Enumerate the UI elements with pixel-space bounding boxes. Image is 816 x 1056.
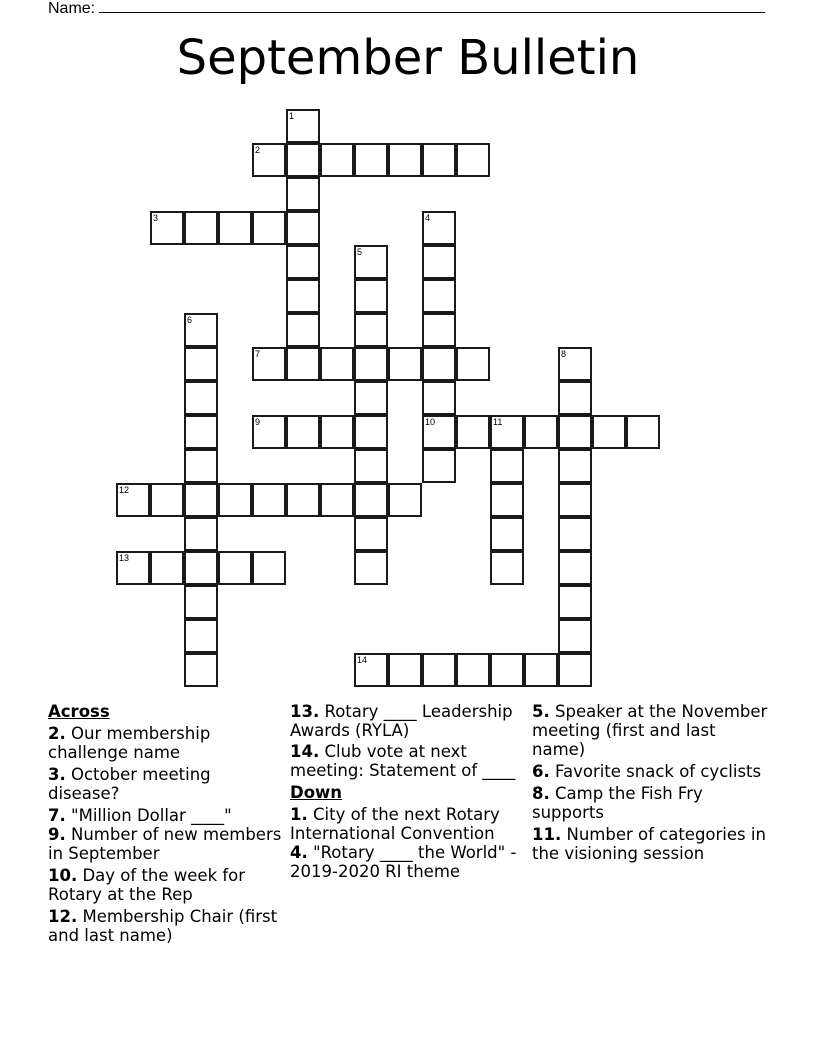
grid-cell[interactable] [354, 415, 388, 449]
grid-cell[interactable] [456, 415, 490, 449]
grid-cell[interactable] [320, 143, 354, 177]
grid-cell[interactable] [422, 449, 456, 483]
clue-across-3: 3. October meeting disease? [48, 765, 211, 803]
clue-number: 7 [255, 349, 261, 359]
grid-cell[interactable] [184, 551, 218, 585]
clues-column-2 [290, 702, 526, 884]
grid-cell[interactable] [558, 449, 592, 483]
clue-across-9: 9. Number of new members in September [48, 825, 282, 863]
clue-down-4: 4. "Rotary ____ the World" - 2019-2020 RI theme [290, 843, 517, 881]
grid-cell[interactable] [184, 585, 218, 619]
grid-cell[interactable] [422, 653, 456, 687]
grid-cell[interactable] [184, 619, 218, 653]
grid-cell[interactable] [490, 517, 524, 551]
clue-down-5: 5. Speaker at the November meeting (first and last name) [532, 702, 768, 759]
grid-cell[interactable] [354, 653, 388, 687]
clue-across-12: 12. Membership Chair (first and last name) [48, 907, 278, 945]
grid-cell[interactable] [286, 245, 320, 279]
clue-down-6: 6. Favorite snack of cyclists [532, 762, 762, 781]
grid-cell[interactable] [252, 347, 286, 381]
grid-cell[interactable] [490, 483, 524, 517]
grid-cell[interactable] [422, 415, 456, 449]
clue-number: 6 [187, 315, 193, 325]
down-heading: Down [290, 783, 343, 802]
grid-cell[interactable] [422, 381, 456, 415]
grid-cell[interactable] [490, 449, 524, 483]
grid-cell[interactable] [626, 415, 660, 449]
grid-cell[interactable] [388, 347, 422, 381]
clue-number: 5 [357, 247, 363, 257]
grid-cell[interactable] [252, 211, 286, 245]
grid-cell[interactable] [286, 177, 320, 211]
grid-cell[interactable] [354, 245, 388, 279]
grid-cell[interactable] [286, 279, 320, 313]
grid-cell[interactable] [558, 415, 592, 449]
grid-cell[interactable] [320, 347, 354, 381]
grid-cell[interactable] [558, 653, 592, 687]
grid-cell[interactable] [184, 483, 218, 517]
grid-cell[interactable] [150, 483, 184, 517]
clue-number: 9 [255, 417, 261, 427]
grid-cell[interactable] [422, 211, 456, 245]
clue-down-11: 11. Number of categories in the visioning session [532, 825, 766, 863]
grid-cell[interactable] [320, 415, 354, 449]
grid-cell[interactable] [150, 211, 184, 245]
grid-cell[interactable] [354, 483, 388, 517]
clues-column-1 [48, 702, 284, 948]
clue-across-14: 14. Club vote at next meeting: Statement of ____ [290, 742, 516, 780]
grid-cell[interactable] [354, 279, 388, 313]
grid-cell[interactable] [388, 483, 422, 517]
grid-cell[interactable] [558, 619, 592, 653]
grid-cell[interactable] [252, 143, 286, 177]
clue-across-13: 13. Rotary ____ Leadership Awards (RYLA) [290, 702, 513, 740]
grid-cell[interactable] [286, 109, 320, 143]
grid-cell[interactable] [354, 313, 388, 347]
grid-cell[interactable] [422, 143, 456, 177]
clue-down-1: 1. City of the next Rotary International Convention [290, 805, 500, 843]
grid-cell[interactable] [422, 279, 456, 313]
grid-cell[interactable] [558, 381, 592, 415]
grid-cell[interactable] [184, 415, 218, 449]
grid-cell[interactable] [286, 211, 320, 245]
grid-cell[interactable] [592, 415, 626, 449]
grid-cell[interactable] [354, 551, 388, 585]
grid-cell[interactable] [354, 449, 388, 483]
grid-cell[interactable] [218, 211, 252, 245]
grid-cell[interactable] [456, 653, 490, 687]
clue-number: 11 [493, 417, 503, 427]
grid-cell[interactable] [218, 483, 252, 517]
grid-cell[interactable] [184, 211, 218, 245]
grid-cell[interactable] [184, 449, 218, 483]
clue-number: 3 [153, 213, 159, 223]
grid-cell[interactable] [388, 143, 422, 177]
grid-cell[interactable] [354, 517, 388, 551]
clue-number: 1 [289, 111, 295, 121]
grid-cell[interactable] [558, 347, 592, 381]
across-heading: Across [48, 702, 110, 721]
grid-cell[interactable] [422, 313, 456, 347]
grid-cell[interactable] [116, 483, 150, 517]
clue-number: 10 [425, 417, 436, 427]
grid-cell[interactable] [354, 143, 388, 177]
page-title: September Bulletin [176, 30, 640, 86]
grid-cell[interactable] [524, 653, 558, 687]
grid-cell[interactable] [252, 483, 286, 517]
grid-cell[interactable] [490, 415, 524, 449]
grid-cell[interactable] [558, 585, 592, 619]
grid-cell[interactable] [116, 551, 150, 585]
name-label: Name: [48, 0, 96, 17]
clue-across-2: 2. Our membership challenge name [48, 724, 211, 762]
grid-cell[interactable] [286, 143, 320, 177]
grid-cell[interactable] [184, 347, 218, 381]
clue-across-7: 7. "Million Dollar ____" [48, 806, 232, 825]
grid-cell[interactable] [354, 347, 388, 381]
grid-cell[interactable] [456, 347, 490, 381]
clue-number: 2 [255, 145, 261, 155]
grid-cell[interactable] [524, 415, 558, 449]
grid-cell[interactable] [184, 313, 218, 347]
clue-number: 8 [561, 349, 567, 359]
grid-cell[interactable] [320, 483, 354, 517]
clue-across-10: 10. Day of the week for Rotary at the Rep [48, 866, 246, 904]
clue-down-8: 8. Camp the Fish Fry supports [532, 784, 703, 822]
grid-cell[interactable] [558, 517, 592, 551]
grid-cell[interactable] [184, 381, 218, 415]
clue-number: 12 [119, 485, 130, 495]
clue-number: 14 [357, 655, 368, 665]
grid-cell[interactable] [388, 653, 422, 687]
clues-column-3 [532, 702, 772, 866]
clue-number: 13 [119, 553, 130, 563]
grid-cell[interactable] [558, 551, 592, 585]
grid-cell[interactable] [184, 517, 218, 551]
grid-cell[interactable] [490, 551, 524, 585]
grid-cell[interactable] [286, 483, 320, 517]
grid-cell[interactable] [354, 381, 388, 415]
grid-cell[interactable] [422, 347, 456, 381]
grid-cell[interactable] [218, 551, 252, 585]
grid-cell[interactable] [252, 415, 286, 449]
grid-cell[interactable] [150, 551, 184, 585]
grid-cell[interactable] [252, 551, 286, 585]
grid-cell[interactable] [286, 347, 320, 381]
grid-cell[interactable] [286, 415, 320, 449]
grid-cell[interactable] [456, 143, 490, 177]
grid-cell[interactable] [490, 653, 524, 687]
clue-number: 4 [425, 213, 431, 223]
grid-cell[interactable] [286, 313, 320, 347]
grid-cell[interactable] [422, 245, 456, 279]
grid-cell[interactable] [558, 483, 592, 517]
grid-cell[interactable] [184, 653, 218, 687]
